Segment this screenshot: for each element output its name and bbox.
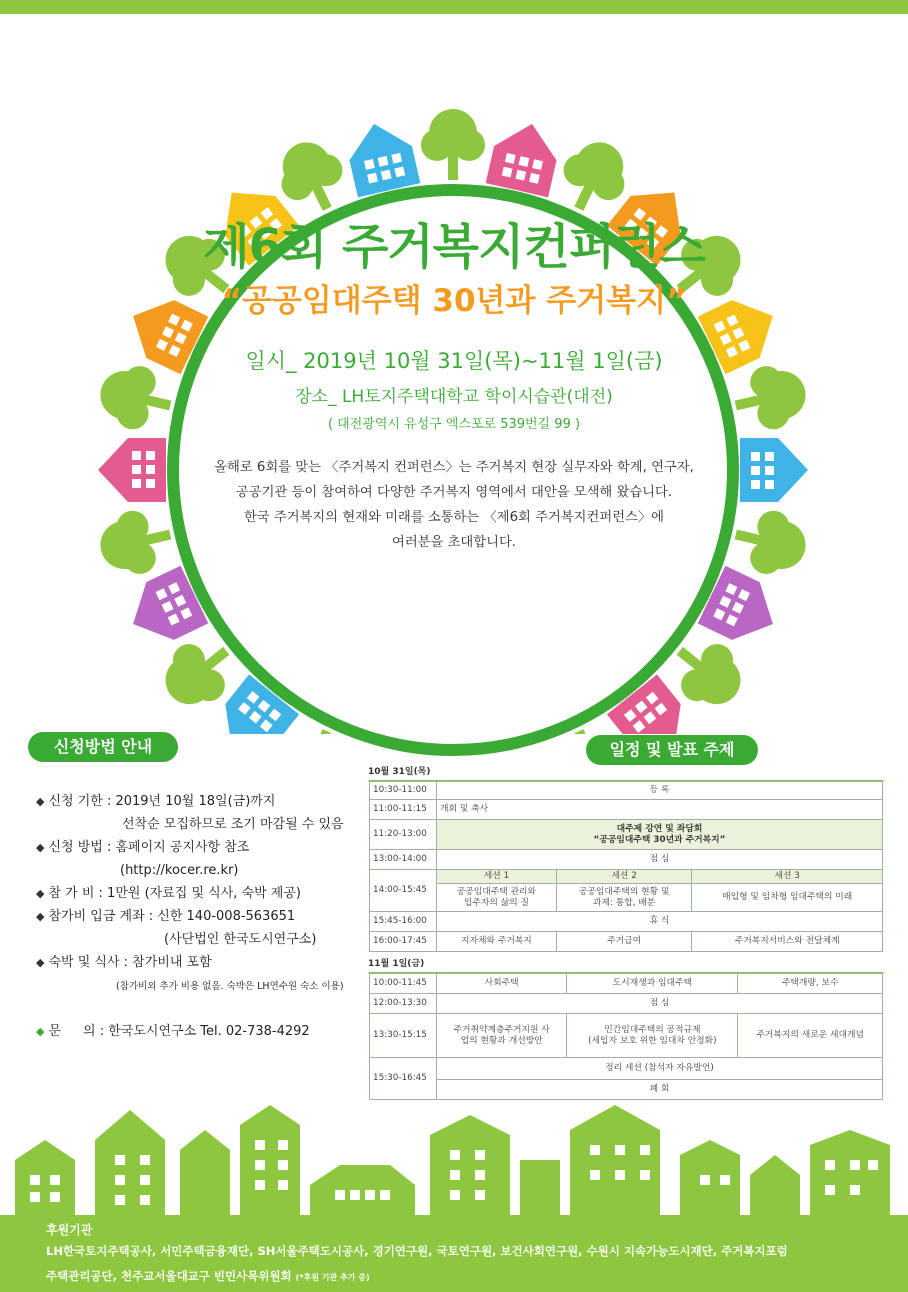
window-icon xyxy=(868,1160,878,1170)
contact: 의 : 한국도시연구소 Tel. 02-738-4292 xyxy=(83,1024,310,1039)
break-cell: 휴 식 xyxy=(437,912,883,932)
time-cell: 12:00-13:30 xyxy=(370,994,437,1014)
sponsors-line1: LH한국토지주택공사, 서민주택금융재단, SH서울주택도시공사, 경기연구원, 국토연구원, 보건사회연구원, 수원시 지속가능도시재단, 주거복지포럼 xyxy=(46,1244,788,1258)
session2-line: 과제: 통합, 배분 xyxy=(592,897,656,908)
window-icon xyxy=(380,1190,390,1200)
window-icon xyxy=(278,1180,288,1190)
window-icon xyxy=(140,1175,150,1185)
account-holder: (사단법인 한국도시연구소) xyxy=(164,932,317,947)
building-icon xyxy=(810,1130,890,1215)
closing-cell: 폐 회 xyxy=(437,1080,883,1100)
intro-line: 여러분을 초대합니다. xyxy=(391,535,517,550)
event-address: ( 대전광역시 유성구 엑스포로 539번길 99 ) xyxy=(327,417,581,432)
keynote-line: 대주제 강연 및 좌담회 xyxy=(616,823,703,834)
building-icon xyxy=(750,1155,800,1215)
window-icon xyxy=(850,1185,860,1195)
window-icon xyxy=(278,1140,288,1150)
lodging-note: (참가비외 추가 비용 없음. 숙박은 LH연수원 숙소 이용) xyxy=(116,981,344,992)
window-icon xyxy=(590,1145,600,1155)
event-date: 일시_ 2019년 10월 31일(목)~11월 1일(금) xyxy=(245,349,663,373)
sponsors-line2-text: 주택관리공단, 천주교서울대교구 빈민사목위원회 xyxy=(46,1269,292,1283)
window-icon xyxy=(475,1170,485,1180)
late-cell: 지자체와 주거복지 xyxy=(437,932,557,952)
window-icon xyxy=(450,1190,460,1200)
window-icon xyxy=(450,1170,460,1180)
lunch-cell: 점 심 xyxy=(437,850,883,870)
window-icon xyxy=(140,1195,150,1205)
window-icon xyxy=(140,1155,150,1165)
time-cell: 11:00-11:15 xyxy=(370,800,437,820)
afternoon1-line: 주거취약계층주거지원 사 xyxy=(453,1024,550,1035)
diamond-bullet-icon: ◆ xyxy=(36,795,45,808)
house-icon xyxy=(98,438,166,502)
afternoon2-cell xyxy=(567,1014,738,1058)
window-icon xyxy=(255,1160,265,1170)
window-icon xyxy=(365,1190,375,1200)
afternoon3-cell: 주거복지의 새로운 세대개념 xyxy=(738,1014,883,1058)
window-icon xyxy=(615,1170,625,1180)
time-cell: 10:00-11:45 xyxy=(370,974,437,994)
time-cell: 14:00-15:45 xyxy=(370,870,437,912)
time-cell: 13:00-14:00 xyxy=(370,850,437,870)
window-icon xyxy=(115,1155,125,1165)
lodging: 숙박 및 식사 : 참가비내 포함 xyxy=(48,955,212,970)
window-icon xyxy=(825,1160,835,1170)
building-icon xyxy=(180,1130,230,1215)
session1-cell xyxy=(437,884,557,912)
late-cell: 주거복지서비스와 전달체계 xyxy=(692,932,883,952)
diamond-bullet-icon: ◆ xyxy=(36,887,45,900)
schedule-heading: 일정 및 발표 주제 xyxy=(586,735,758,765)
diamond-bullet-icon: ◆ xyxy=(36,956,45,969)
time-cell: 15:30-16:45 xyxy=(370,1058,437,1100)
window-icon xyxy=(720,1175,730,1185)
building-icon xyxy=(520,1160,560,1215)
building-icon xyxy=(430,1115,510,1215)
time-cell: 16:00-17:45 xyxy=(370,932,437,952)
window-icon xyxy=(115,1175,125,1185)
sponsors-line2 xyxy=(46,1268,370,1284)
diamond-bullet-icon: ◆ xyxy=(36,841,45,854)
window-icon xyxy=(700,1175,710,1185)
day1-table xyxy=(369,781,883,952)
window-icon xyxy=(115,1195,125,1205)
keynote-line: “공공임대주택 30년과 주거복지” xyxy=(593,834,726,845)
building-icon xyxy=(310,1165,415,1215)
tree-icon xyxy=(421,109,485,180)
session1-line: 입주자의 삶의 질 xyxy=(463,897,529,908)
day2-label: 11월 1일(금) xyxy=(368,957,884,973)
time-cell: 13:30-15:15 xyxy=(370,1014,437,1058)
building-icon xyxy=(15,1140,75,1215)
intro-text xyxy=(180,455,728,555)
building-icon xyxy=(95,1110,165,1215)
afternoon2-line: (세입자 보호 위한 임대차 안정화) xyxy=(588,1035,717,1046)
fee: 참 가 비 : 1만원 (자료집 및 식사, 숙박 제공) xyxy=(48,886,301,901)
window-icon xyxy=(50,1192,60,1202)
window-icon xyxy=(278,1160,288,1170)
afternoon2-line: 민간임대주택의 공적규제 xyxy=(604,1024,701,1035)
diamond-bullet-icon: ◆ xyxy=(36,910,45,923)
session-header: 세션 1 xyxy=(437,870,557,884)
session2-cell xyxy=(556,884,692,912)
session2-line: 공공임대주택의 현황 및 xyxy=(578,886,670,897)
window-icon xyxy=(335,1190,345,1200)
window-icon xyxy=(825,1185,835,1195)
session-header: 세션 3 xyxy=(692,870,883,884)
conference-title: 제6회 주거복지컨퍼런스 xyxy=(203,219,705,275)
late-cell: 주거급여 xyxy=(556,932,692,952)
day2-table xyxy=(369,973,883,1100)
time-cell: 10:30-11:00 xyxy=(370,782,437,800)
keynote-cell xyxy=(437,820,883,850)
session3-cell: 매입형 및 임차형 임대주택의 미래 xyxy=(692,884,883,912)
bottom-skyline-illustration xyxy=(0,1100,908,1292)
closing-session-cell: 정리 세션 (참석자 자유발언) xyxy=(437,1058,883,1080)
registration-info xyxy=(36,790,366,1043)
window-icon xyxy=(615,1145,625,1155)
window-icon xyxy=(255,1140,265,1150)
registration-cell: 등 록 xyxy=(437,782,883,800)
day1-label: 10월 31일(목) xyxy=(368,765,884,781)
sponsors-note: (*후원 기관 추가 중) xyxy=(295,1273,370,1282)
window-icon xyxy=(475,1190,485,1200)
intro-line: 올해로 6회를 맞는 〈주거복지 컨퍼런스〉는 주거복지 현장 실무자와 학계, 연구자, xyxy=(214,460,694,475)
contact-prefix: 문 xyxy=(48,1024,62,1039)
window-icon xyxy=(590,1170,600,1180)
window-icon xyxy=(50,1175,60,1185)
top-bar xyxy=(0,0,908,14)
schedule-table xyxy=(368,765,884,1100)
account: 참가비 입금 계좌 : 신한 140-008-563651 xyxy=(48,909,296,924)
window-icon xyxy=(475,1150,485,1160)
afternoon1-line: 업의 현황과 개선방안 xyxy=(460,1035,543,1046)
morning-cell: 사회주택 xyxy=(437,974,567,994)
intro-line: 공공기관 등이 참여하여 다양한 주거복지 영역에서 대안을 모색해 왔습니다. xyxy=(235,485,673,500)
event-venue: 장소_ LH토지주택대학교 학이시습관(대전) xyxy=(295,387,613,407)
window-icon xyxy=(850,1160,860,1170)
window-icon xyxy=(640,1170,650,1180)
building-icon xyxy=(570,1105,660,1215)
window-icon xyxy=(255,1180,265,1190)
morning-cell: 주택개량, 보수 xyxy=(738,974,883,994)
morning-cell: 도시재생과 임대주택 xyxy=(567,974,738,994)
building-icon xyxy=(240,1105,300,1215)
method-url[interactable]: (http://kocer.re.kr) xyxy=(120,863,239,878)
deadline-note: 선착순 모집하므로 조기 마감될 수 있음 xyxy=(122,817,344,832)
window-icon xyxy=(350,1190,360,1200)
opening-cell: 개회 및 축사 xyxy=(437,800,883,820)
intro-line: 한국 주거복지의 현재와 미래를 소통하는 〈제6회 주거복지컨퍼런스〉에 xyxy=(243,510,665,525)
session1-line: 공공임대주택 관리와 xyxy=(456,886,537,897)
time-cell: 15:45-16:00 xyxy=(370,912,437,932)
conference-subtitle: “공공임대주택 30년과 주거복지” xyxy=(221,283,687,319)
lunch-cell: 점 심 xyxy=(437,994,883,1014)
deadline: 신청 기한 : 2019년 10월 18일(금)까지 xyxy=(48,794,276,809)
diamond-bullet-icon: ◆ xyxy=(36,1025,45,1038)
method: 신청 방법 : 홈페이지 공지사항 참조 xyxy=(48,840,250,855)
window-icon xyxy=(640,1145,650,1155)
window-icon xyxy=(450,1150,460,1160)
time-cell: 11:20-13:00 xyxy=(370,820,437,850)
window-icon xyxy=(30,1175,40,1185)
afternoon1-cell xyxy=(437,1014,567,1058)
sponsors-heading: 후원기관 xyxy=(46,1223,93,1237)
session-header: 세션 2 xyxy=(556,870,692,884)
house-icon xyxy=(740,438,808,502)
registration-heading: 신청방법 안내 xyxy=(28,732,178,762)
window-icon xyxy=(30,1192,40,1202)
